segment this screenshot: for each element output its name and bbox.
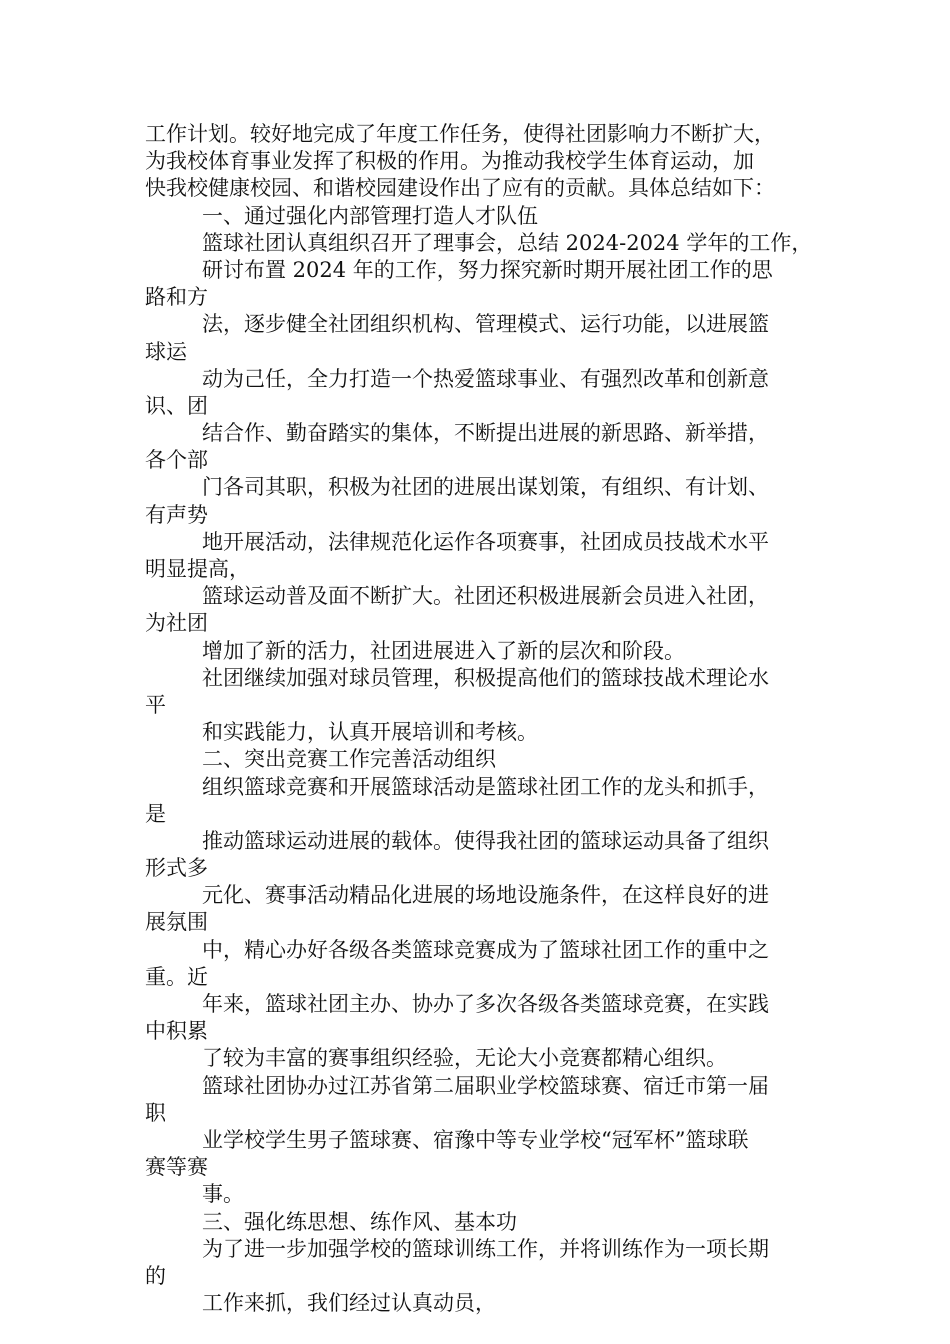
text-line: 明显提高， [145,557,250,581]
text-line: 组织篮球竞赛和开展篮球活动是篮球社团工作的龙头和抓手， [202,774,769,799]
text-line: 工作来抓，我们经过认真动员， [202,1291,496,1316]
text-line: 篮球运动普及面不断扩大。社团还积极进展新会员进入社团， [202,584,769,609]
text-line: 路和方 [145,285,208,310]
text-line: 中积累 [145,1019,208,1044]
text-line: 元化、赛事活动精品化进展的场地设施条件，在这样良好的进 [202,883,769,908]
text-line: 和实践能力，认真开展培训和考核。 [202,720,538,745]
text-line: 识、团 [145,393,208,418]
text-line: 增加了新的活力，社团进展进入了新的层次和阶段。 [202,638,685,663]
text-line: 篮球社团认真组织召开了理事会，总结 2024-2024 学年的工作， [202,230,813,255]
text-line: 有声势 [145,502,208,527]
text-line: 篮球社团协办过江苏省第二届职业学校篮球赛、宿迁市第一届 [202,1073,769,1098]
text-line: 结合作、勤奋踏实的集体，不断提出进展的新思路、新举措， [202,421,769,446]
text-line: 形式多 [145,856,208,881]
text-line: 球运 [145,339,187,364]
text-line: 年来，篮球社团主办、协办了多次各级各类篮球竞赛，在实践 [202,992,769,1016]
text-line: 为我校体育事业发挥了积极的作用。为推动我校学生体育运动，加 [145,149,754,174]
text-line: 中，精心办好各级各类篮球竞赛成为了篮球社团工作的重中之 [202,937,769,962]
text-line: 快我校健康校园、和谐校园建设作出了应有的贡献。具体总结如下： [145,176,775,201]
text-line: 业学校学生男子篮球赛、宿豫中等专业学校“冠军杯”篮球联 [202,1127,749,1152]
text-line: 各个部 [145,448,208,473]
text-line: 二、突出竞赛工作完善活动组织 [202,747,496,772]
text-line: 赛等赛 [145,1155,208,1180]
text-line: 社团继续加强对球员管理，积极提高他们的篮球技战术理论水 [202,665,769,690]
text-line: 门各司其职，积极为社团的进展出谋划策，有组织、有计划、 [202,475,769,500]
text-line: 推动篮球运动进展的载体。使得我社团的篮球运动具备了组织 [202,828,769,853]
text-line: 平 [145,692,166,717]
text-line: 重。近 [145,964,208,989]
text-line: 职 [145,1100,166,1125]
text-line: 事。 [202,1182,244,1207]
text-line: 为社团 [145,611,208,636]
document-body [145,121,825,1317]
text-line: 了较为丰富的赛事组织经验，无论大小竞赛都精心组织。 [202,1046,727,1071]
text-line: 三、强化练思想、练作风、基本功 [202,1209,517,1234]
text-line: 展氛围 [145,910,208,935]
text-line: 研讨布置 2024 年的工作，努力探究新时期开展社团工作的思 [202,257,773,282]
text-line: 地开展活动，法律规范化运作各项赛事，社团成员技战术水平 [202,529,769,554]
text-line: 法，逐步健全社团组织机构、管理模式、运行功能，以进展篮 [202,312,769,337]
text-line: 是 [145,801,166,826]
text-line: 的 [145,1263,166,1288]
text-line: 为了进一步加强学校的篮球训练工作，并将训练作为一项长期 [202,1236,769,1261]
text-line: 一、通过强化内部管理打造人才队伍 [202,203,538,228]
text-line: 工作计划。较好地完成了年度工作任务，使得社团影响力不断扩大， [145,122,775,146]
text-line: 动为己任，全力打造一个热爱篮球事业、有强烈改革和创新意 [202,366,769,391]
